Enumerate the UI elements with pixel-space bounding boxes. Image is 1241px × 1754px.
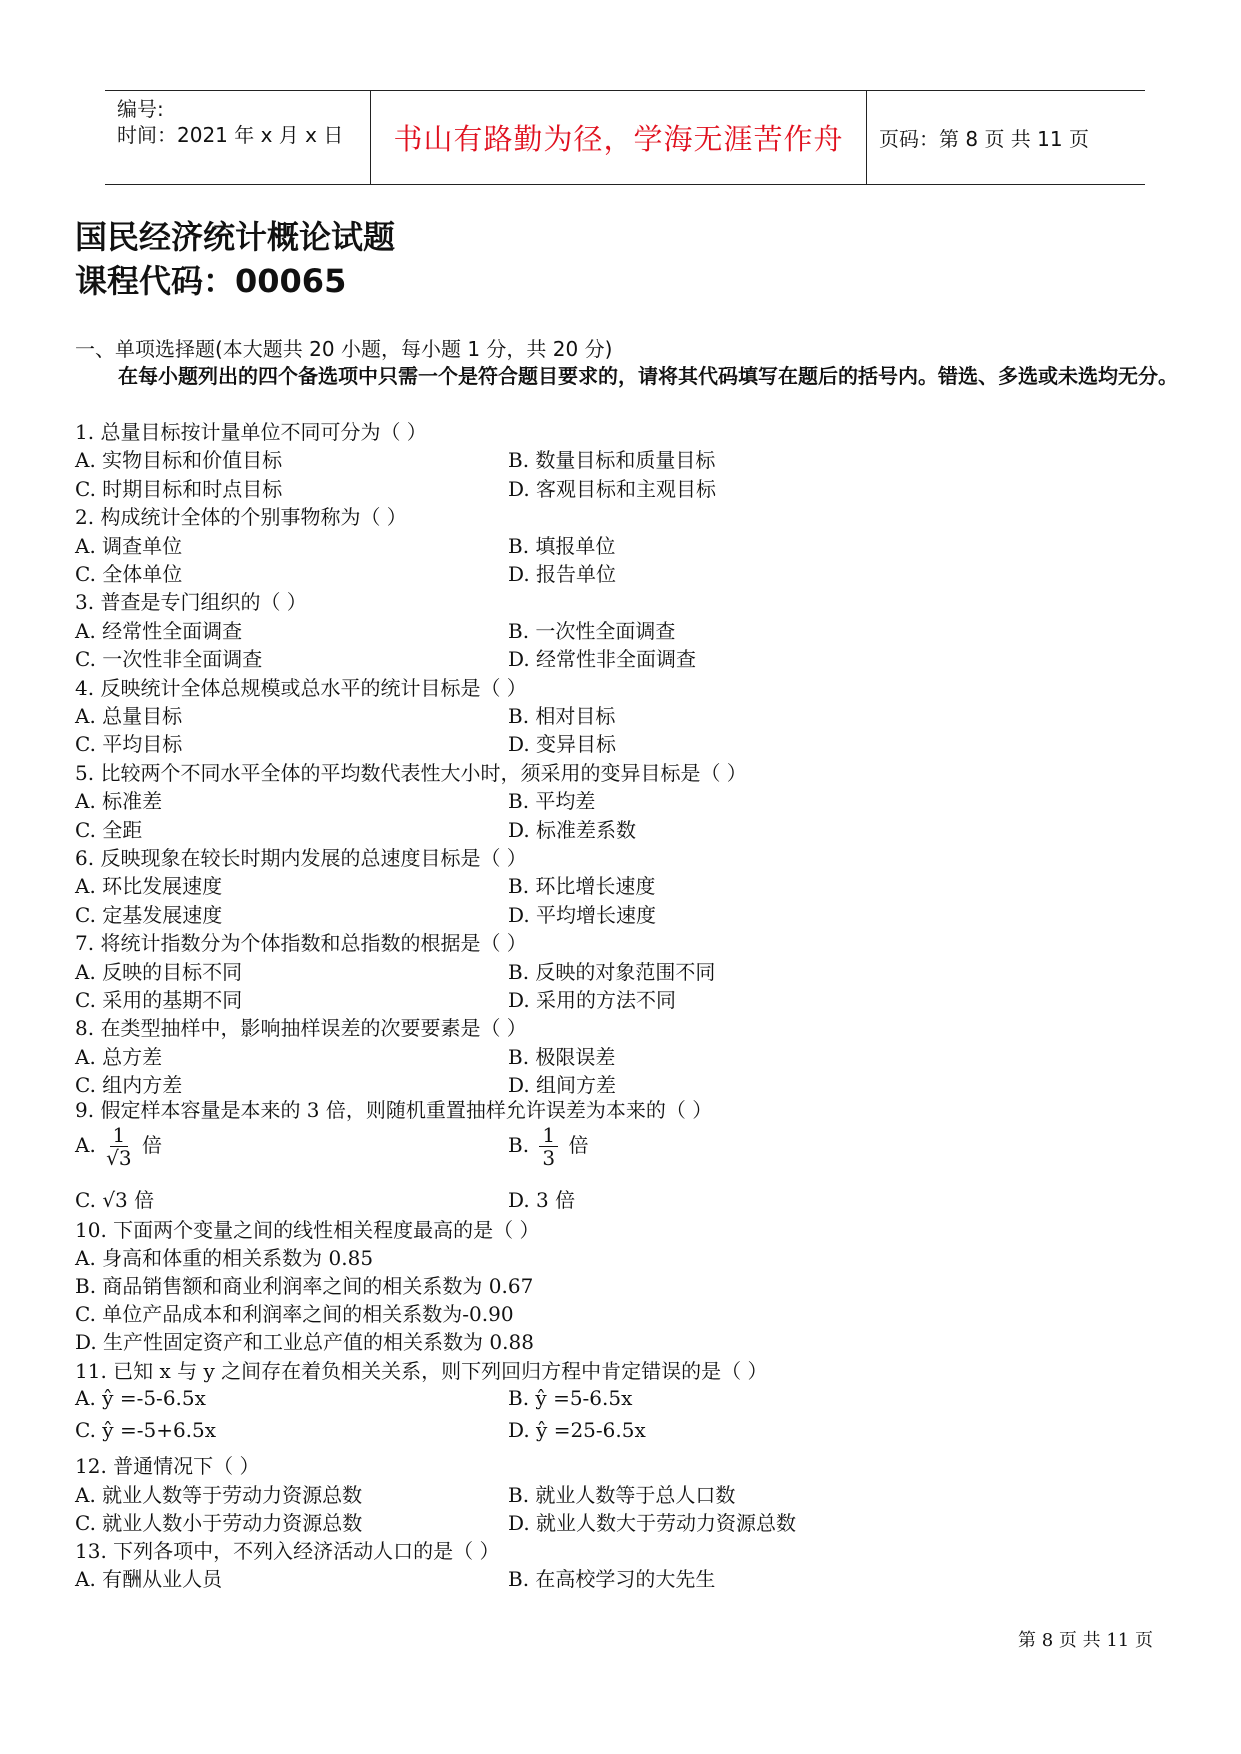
denominator: 3 [542, 1146, 556, 1170]
denominator: √3 [106, 1146, 132, 1170]
motto: 书山有路勤为径，学海无涯苦作舟 [393, 122, 844, 156]
q1-option-b: B. 数量目标和质量目标 [508, 448, 716, 472]
option-suffix: 倍 [134, 1188, 155, 1212]
q1-option-d: D. 客观目标和主观目标 [508, 477, 717, 501]
q7-option-a: A. 反映的目标不同 [75, 960, 243, 984]
q6-option-a: A. 环比发展速度 [75, 874, 223, 898]
question-1: 1. 总量目标按计量单位不同可分为（ ） [75, 420, 427, 444]
q12-option-d: D. 就业人数大于劳动力资源总数 [508, 1511, 797, 1535]
q10-option-d: D. 生产性固定资产和工业总产值的相关系数为 0.88 [75, 1330, 534, 1354]
q1-option-c: C. 时期目标和时点目标 [75, 477, 283, 501]
q6-option-b: B. 环比增长速度 [508, 874, 656, 898]
q3-option-a: A. 经常性全面调查 [75, 619, 243, 643]
q7-option-b: B. 反映的对象范围不同 [508, 960, 716, 984]
q8-option-a: A. 总方差 [75, 1045, 163, 1069]
option-letter: C. [75, 1188, 96, 1212]
q5-option-d: D. 标准差系数 [508, 818, 637, 842]
q10-option-b: B. 商品销售额和商业利润率之间的相关系数为 0.67 [75, 1274, 534, 1298]
q2-option-b: B. 填报单位 [508, 534, 616, 558]
q8-option-c: C. 组内方差 [75, 1073, 183, 1097]
section-heading: 一、单项选择题(本大题共 20 小题，每小题 1 分，共 20 分) [75, 337, 613, 361]
number-label: 编号: [117, 97, 164, 121]
page-header [105, 90, 1145, 185]
question-11: 11. 已知 x 与 y 之间存在着负相关关系，则下列回归方程中肯定错误的是（ ） [75, 1359, 768, 1383]
question-9: 9. 假定样本容量是本来的 3 倍，则随机重置抽样允许误差为本来的（ ） [75, 1098, 713, 1122]
option-letter: A. [75, 1133, 96, 1157]
page-footer: 第 8 页 共 11 页 [1018, 1630, 1153, 1651]
header-motto-cell [371, 91, 867, 184]
q9-option-b [508, 1124, 589, 1169]
numerator: 1 [110, 1124, 129, 1147]
q3-option-c: C. 一次性非全面调查 [75, 647, 263, 671]
q4-option-d: D. 变异目标 [508, 732, 617, 756]
option-letter: B. [508, 1133, 530, 1157]
fraction [539, 1124, 558, 1169]
q11-option-b: B. ŷ =5-6.5x [508, 1386, 633, 1410]
question-12: 12. 普通情况下（ ） [75, 1454, 260, 1478]
q5-option-c: C. 全距 [75, 818, 143, 842]
question-13: 13. 下列各项中，不列入经济活动人口的是（ ） [75, 1539, 500, 1563]
sqrt-expression: √3 [102, 1188, 128, 1212]
q4-option-a: A. 总量目标 [75, 704, 183, 728]
q11-option-d: D. ŷ =25-6.5x [508, 1418, 646, 1442]
q11-option-c: C. ŷ =-5+6.5x [75, 1418, 217, 1442]
question-8: 8. 在类型抽样中，影响抽样误差的次要要素是（ ） [75, 1016, 527, 1040]
q6-option-d: D. 平均增长速度 [508, 903, 657, 927]
q9-option-a [75, 1124, 162, 1169]
question-2: 2. 构成统计全体的个别事物称为（ ） [75, 505, 407, 529]
q7-option-d: D. 采用的方法不同 [508, 988, 677, 1012]
question-5: 5. 比较两个不同水平全体的平均数代表性大小时，须采用的变异目标是（ ） [75, 761, 747, 785]
q11-option-a: A. ŷ =-5-6.5x [75, 1386, 206, 1410]
q5-option-a: A. 标准差 [75, 789, 163, 813]
time-label: 时间：2021 年 x 月 x 日 [117, 123, 344, 147]
q10-option-c: C. 单位产品成本和利润率之间的相关系数为-0.90 [75, 1302, 514, 1326]
question-10: 10. 下面两个变量之间的线性相关程度最高的是（ ） [75, 1218, 540, 1242]
header-meta-cell [105, 91, 371, 184]
question-6: 6. 反映现象在较长时期内发展的总速度目标是（ ） [75, 846, 527, 870]
q4-option-c: C. 平均目标 [75, 732, 183, 756]
header-page-cell [867, 91, 1145, 184]
numerator: 1 [539, 1124, 558, 1147]
q3-option-b: B. 一次性全面调查 [508, 619, 676, 643]
q8-option-b: B. 极限误差 [508, 1045, 616, 1069]
option-suffix: 倍 [568, 1133, 589, 1157]
section-instruction: 在每小题列出的四个备选项中只需一个是符合题目要求的，请将其代码填写在题后的括号内。错选、多选或未选均无分。 [118, 364, 1178, 388]
q13-option-b: B. 在高校学习的大先生 [508, 1567, 716, 1591]
q12-option-c: C. 就业人数小于劳动力资源总数 [75, 1511, 363, 1535]
q12-option-a: A. 就业人数等于劳动力资源总数 [75, 1483, 363, 1507]
q2-option-a: A. 调查单位 [75, 534, 183, 558]
q7-option-c: C. 采用的基期不同 [75, 988, 243, 1012]
question-3: 3. 普查是专门组织的（ ） [75, 590, 307, 614]
q3-option-d: D. 经常性非全面调查 [508, 647, 697, 671]
page-info: 页码：第 8 页 共 11 页 [879, 127, 1089, 151]
q13-option-a: A. 有酬从业人员 [75, 1567, 223, 1591]
q8-option-d: D. 组间方差 [508, 1073, 617, 1097]
q2-option-d: D. 报告单位 [508, 562, 617, 586]
q5-option-b: B. 平均差 [508, 789, 596, 813]
exam-title: 国民经济统计概论试题 [75, 218, 396, 256]
option-suffix: 倍 [142, 1133, 162, 1157]
fraction [106, 1124, 131, 1169]
q1-option-a: A. 实物目标和价值目标 [75, 448, 283, 472]
q6-option-c: C. 定基发展速度 [75, 903, 223, 927]
question-4: 4. 反映统计全体总规模或总水平的统计目标是（ ） [75, 676, 527, 700]
q4-option-b: B. 相对目标 [508, 704, 616, 728]
q10-option-a: A. 身高和体重的相关系数为 0.85 [75, 1246, 374, 1270]
q12-option-b: B. 就业人数等于总人口数 [508, 1483, 736, 1507]
question-7: 7. 将统计指数分为个体指数和总指数的根据是（ ） [75, 931, 527, 955]
course-code: 课程代码：00065 [75, 262, 347, 300]
q9-option-d: D. 3 倍 [508, 1188, 576, 1212]
q2-option-c: C. 全体单位 [75, 562, 183, 586]
q9-option-c [75, 1184, 154, 1213]
